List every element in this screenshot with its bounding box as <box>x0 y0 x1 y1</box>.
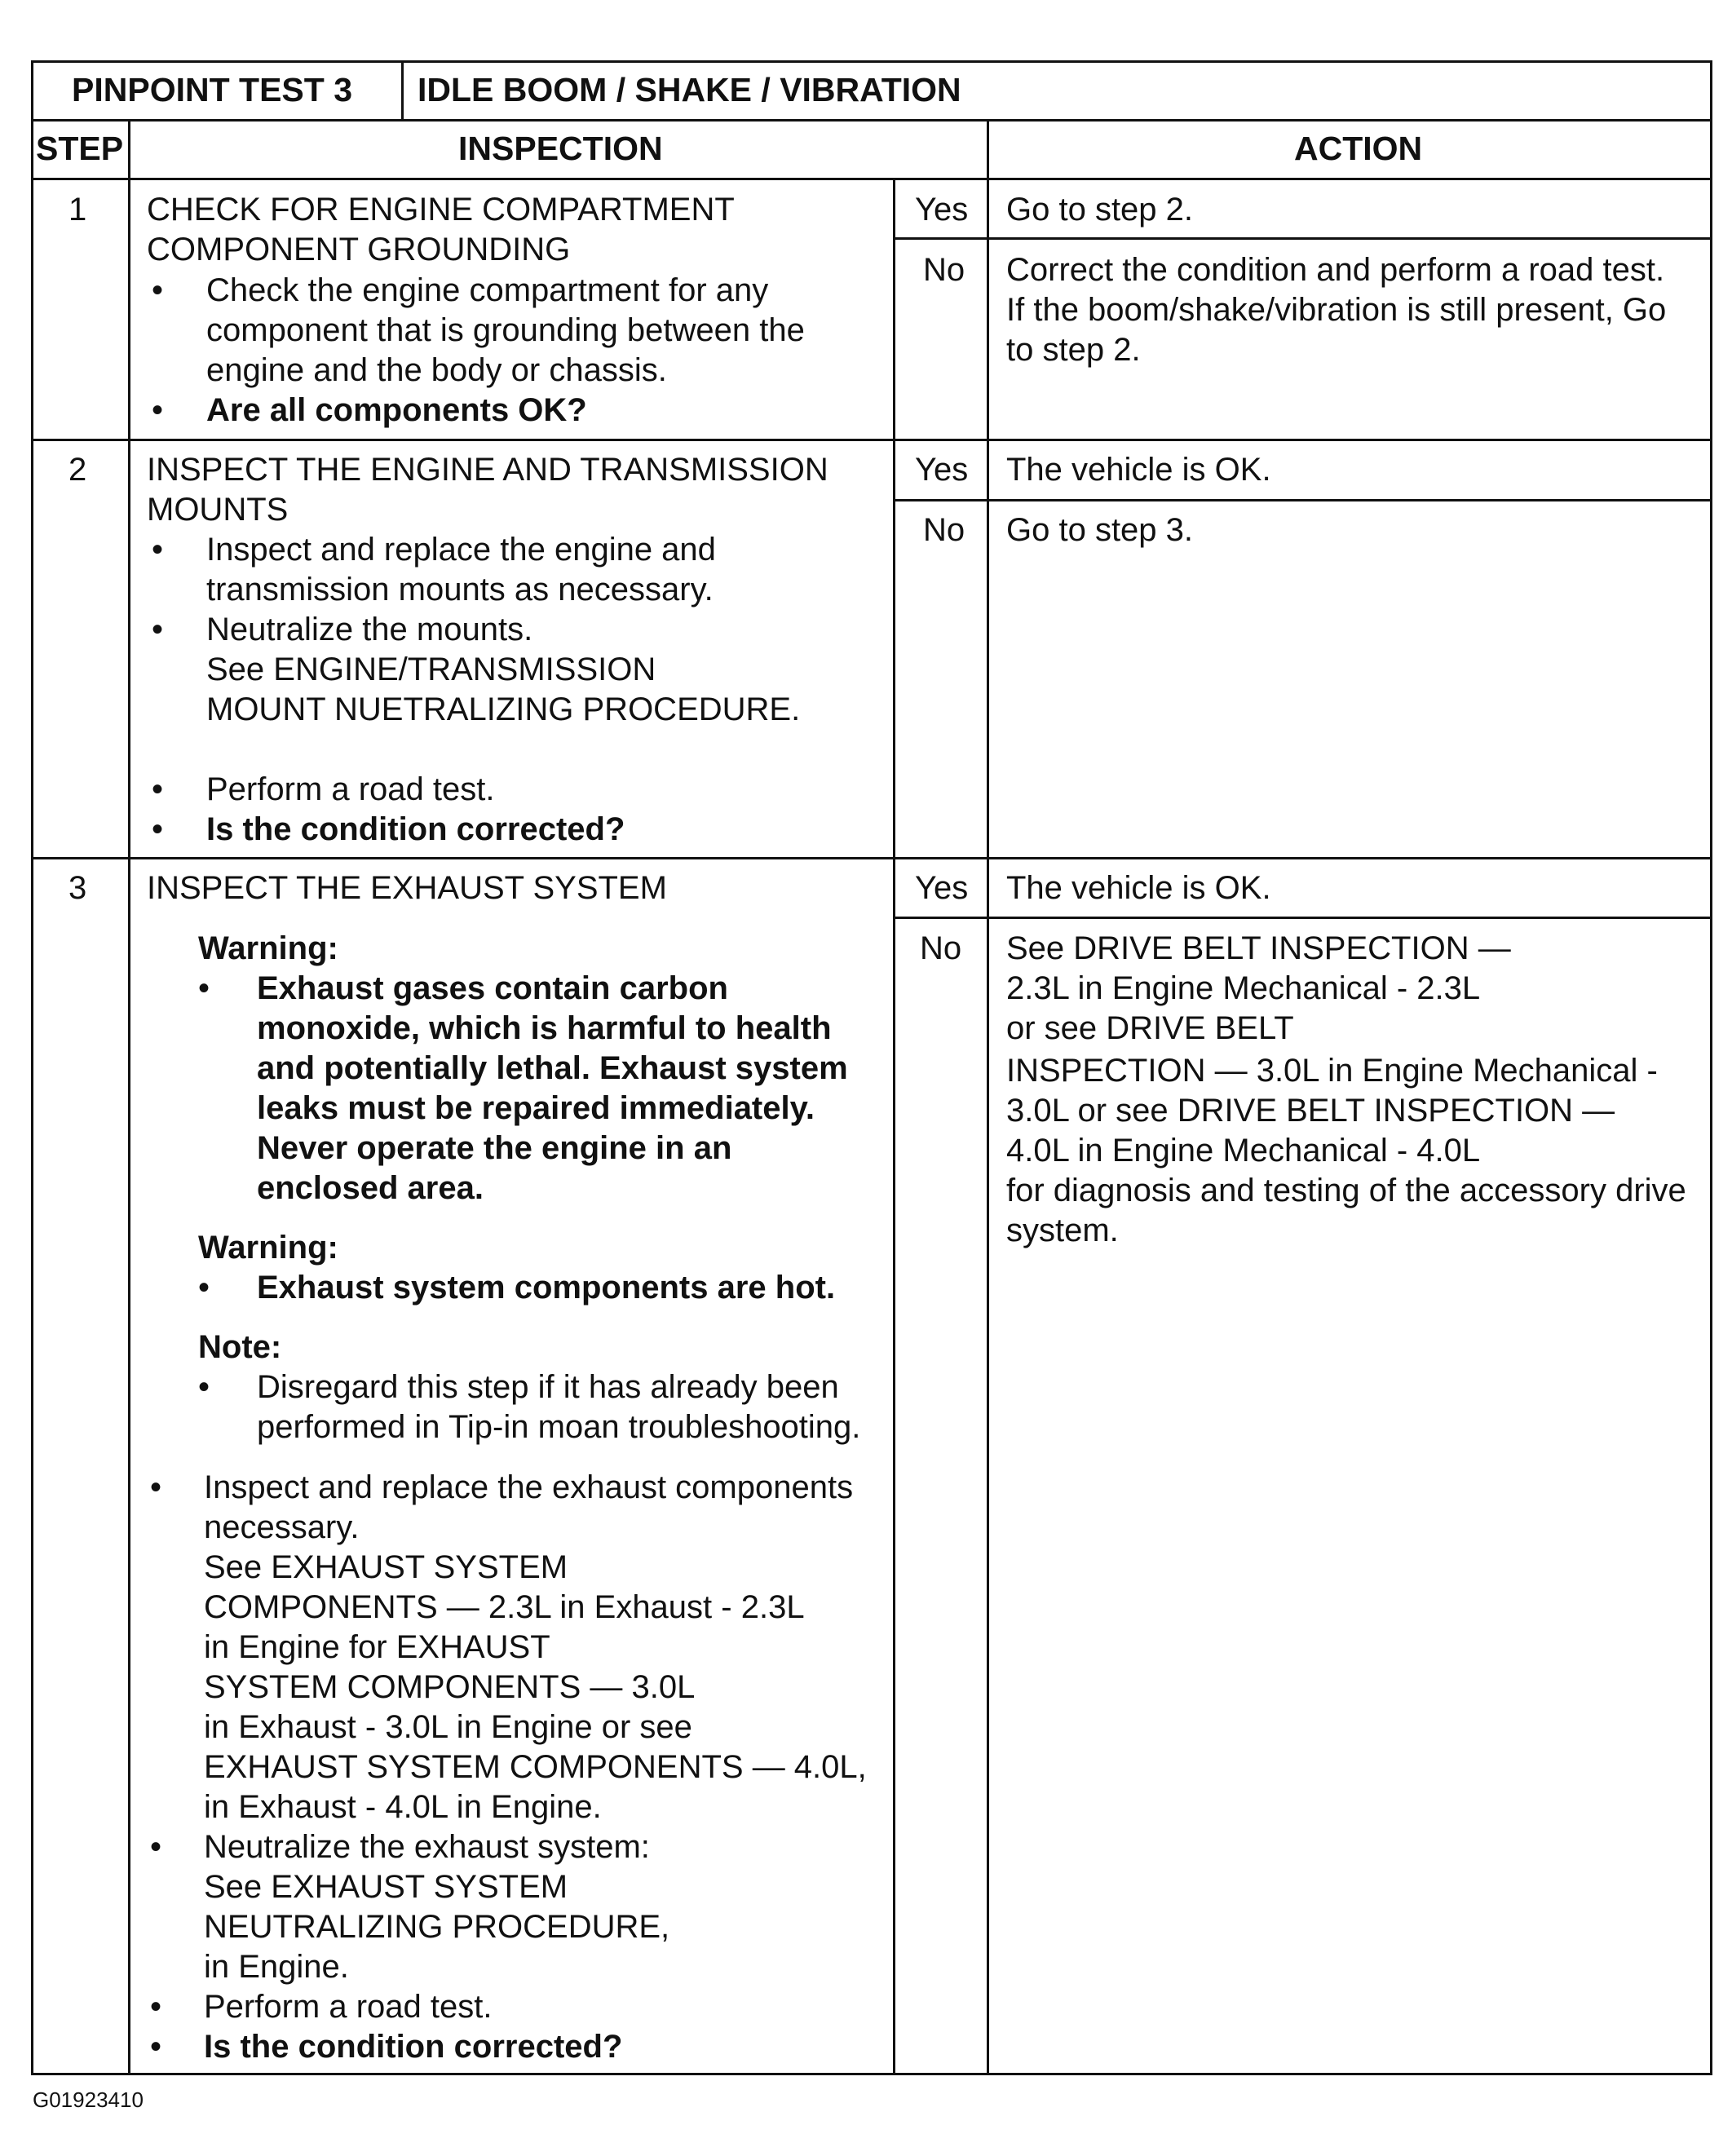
step-question: Is the condition corrected? <box>206 811 625 847</box>
instruction-line: component that is grounding between the <box>206 312 805 348</box>
step-number: 1 <box>68 192 87 228</box>
instruction-line: Neutralize the mounts. <box>206 612 533 647</box>
bullet-icon: • <box>152 392 164 428</box>
bullet-icon: • <box>198 970 210 1006</box>
warning-line: and potentially lethal. Exhaust system <box>257 1050 848 1086</box>
rule-step2-bottom <box>31 857 1712 859</box>
yes-action: The vehicle is OK. <box>1006 452 1271 488</box>
note-line: Disregard this step if it has already been <box>257 1369 839 1405</box>
instruction-line: SYSTEM COMPONENTS — 3.0L <box>204 1669 696 1705</box>
note-line: performed in Tip-in moan troubleshooting. <box>257 1409 861 1445</box>
rule-yesno-col <box>893 178 895 2075</box>
instruction-line: Inspect and replace the engine and <box>206 532 716 568</box>
note-label: Note: <box>198 1329 282 1365</box>
warning-label: Warning: <box>198 1230 338 1266</box>
bullet-icon: • <box>152 532 164 568</box>
no-action-line: system. <box>1006 1213 1119 1248</box>
warning-line: leaks must be repaired immediately. <box>257 1090 815 1126</box>
test-title: IDLE BOOM / SHAKE / VIBRATION <box>418 71 961 108</box>
instruction-line: transmission mounts as necessary. <box>206 572 714 607</box>
no-action-line: for diagnosis and testing of the accessory drive <box>1006 1173 1686 1208</box>
no-action-line: See DRIVE BELT INSPECTION — <box>1006 930 1511 966</box>
bullet-icon: • <box>152 811 164 847</box>
step-title-line: CHECK FOR ENGINE COMPARTMENT <box>147 192 735 228</box>
instruction-line: COMPONENTS — 2.3L in Exhaust - 2.3L <box>204 1589 805 1625</box>
step-question: Are all components OK? <box>206 392 587 428</box>
step-number: 3 <box>68 870 87 906</box>
column-header-step: STEP <box>36 130 124 167</box>
warning-label: Warning: <box>198 930 338 966</box>
warning-line: monoxide, which is harmful to health <box>257 1010 832 1046</box>
instruction-line: Inspect and replace the exhaust components <box>204 1469 854 1505</box>
no-label: No <box>920 930 962 966</box>
instruction-line: Perform a road test. <box>204 1989 493 2025</box>
yes-label: Yes <box>915 192 969 228</box>
yes-label: Yes <box>915 870 969 906</box>
bullet-icon: • <box>152 272 164 308</box>
rule-header-bottom <box>31 119 1712 121</box>
rule-step2-yes-bottom <box>893 499 1712 501</box>
instruction-line: Neutralize the exhaust system: <box>204 1829 650 1865</box>
instruction-line: engine and the body or chassis. <box>206 352 667 388</box>
bullet-icon: • <box>152 771 164 807</box>
no-action-line: or see DRIVE BELT <box>1006 1010 1294 1046</box>
no-action-line: INSPECTION — 3.0L in Engine Mechanical - <box>1006 1053 1658 1089</box>
instruction-line: Perform a road test. <box>206 771 495 807</box>
rule-step3-yes-bottom <box>893 917 1712 919</box>
yes-action: Go to step 2. <box>1006 192 1194 228</box>
no-action-line: Correct the condition and perform a road test. <box>1006 252 1665 288</box>
warning-line: Exhaust gases contain carbon <box>257 970 728 1006</box>
rule-step1-yes-bottom <box>893 237 1712 240</box>
bullet-icon: • <box>150 1829 162 1865</box>
no-action-line: to step 2. <box>1006 332 1141 368</box>
rule-action-col <box>987 119 989 2075</box>
instruction-line: See EXHAUST SYSTEM <box>204 1869 568 1905</box>
instruction-line: See EXHAUST SYSTEM <box>204 1549 568 1585</box>
yes-label: Yes <box>915 452 969 488</box>
column-header-inspection: INSPECTION <box>458 130 663 167</box>
no-label: No <box>923 252 965 288</box>
step-question: Is the condition corrected? <box>204 2029 623 2065</box>
instruction-line: EXHAUST SYSTEM COMPONENTS — 4.0L, <box>204 1749 867 1785</box>
rule-header-divider <box>401 60 404 121</box>
step-title-line: INSPECT THE ENGINE AND TRANSMISSION <box>147 452 828 488</box>
test-label: PINPOINT TEST 3 <box>72 71 352 108</box>
bullet-icon: • <box>198 1270 210 1306</box>
bullet-icon: • <box>198 1369 210 1405</box>
instruction-line: in Exhaust - 3.0L in Engine or see <box>204 1709 692 1745</box>
rule-step-col <box>128 119 130 2075</box>
bullet-icon: • <box>150 1469 162 1505</box>
yes-action: The vehicle is OK. <box>1006 870 1271 906</box>
column-header-action: ACTION <box>1294 130 1423 167</box>
no-label: No <box>923 512 965 548</box>
no-action-line: 4.0L in Engine Mechanical - 4.0L <box>1006 1133 1481 1169</box>
instruction-line: in Engine for EXHAUST <box>204 1629 550 1665</box>
no-action-line: If the boom/shake/vibration is still present, Go <box>1006 292 1667 328</box>
warning-line: Exhaust system components are hot. <box>257 1270 836 1306</box>
step-title: INSPECT THE EXHAUST SYSTEM <box>147 870 667 906</box>
instruction-line: necessary. <box>204 1509 360 1545</box>
bullet-icon: • <box>150 1989 162 2025</box>
instruction-line: See ENGINE/TRANSMISSION <box>206 652 656 687</box>
rule-colheader-bottom <box>31 178 1712 180</box>
instruction-line: NEUTRALIZING PROCEDURE, <box>204 1909 670 1945</box>
warning-line: Never operate the engine in an <box>257 1130 732 1166</box>
step-number: 2 <box>68 452 87 488</box>
bullet-icon: • <box>150 2029 162 2065</box>
no-action: Go to step 3. <box>1006 512 1194 548</box>
instruction-line: in Exhaust - 4.0L in Engine. <box>204 1789 602 1825</box>
instruction-line: Check the engine compartment for any <box>206 272 769 308</box>
instruction-line: in Engine. <box>204 1949 349 1985</box>
step-title-line: COMPONENT GROUNDING <box>147 232 571 267</box>
step-title-line: MOUNTS <box>147 492 289 528</box>
instruction-line: MOUNT NUETRALIZING PROCEDURE. <box>206 691 801 727</box>
rule-step1-bottom <box>31 439 1712 441</box>
no-action-line: 2.3L in Engine Mechanical - 2.3L <box>1006 970 1481 1006</box>
bullet-icon: • <box>152 612 164 647</box>
no-action-line: 3.0L or see DRIVE BELT INSPECTION — <box>1006 1093 1615 1129</box>
warning-line: enclosed area. <box>257 1170 484 1206</box>
figure-id: G01923410 <box>33 2088 144 2112</box>
